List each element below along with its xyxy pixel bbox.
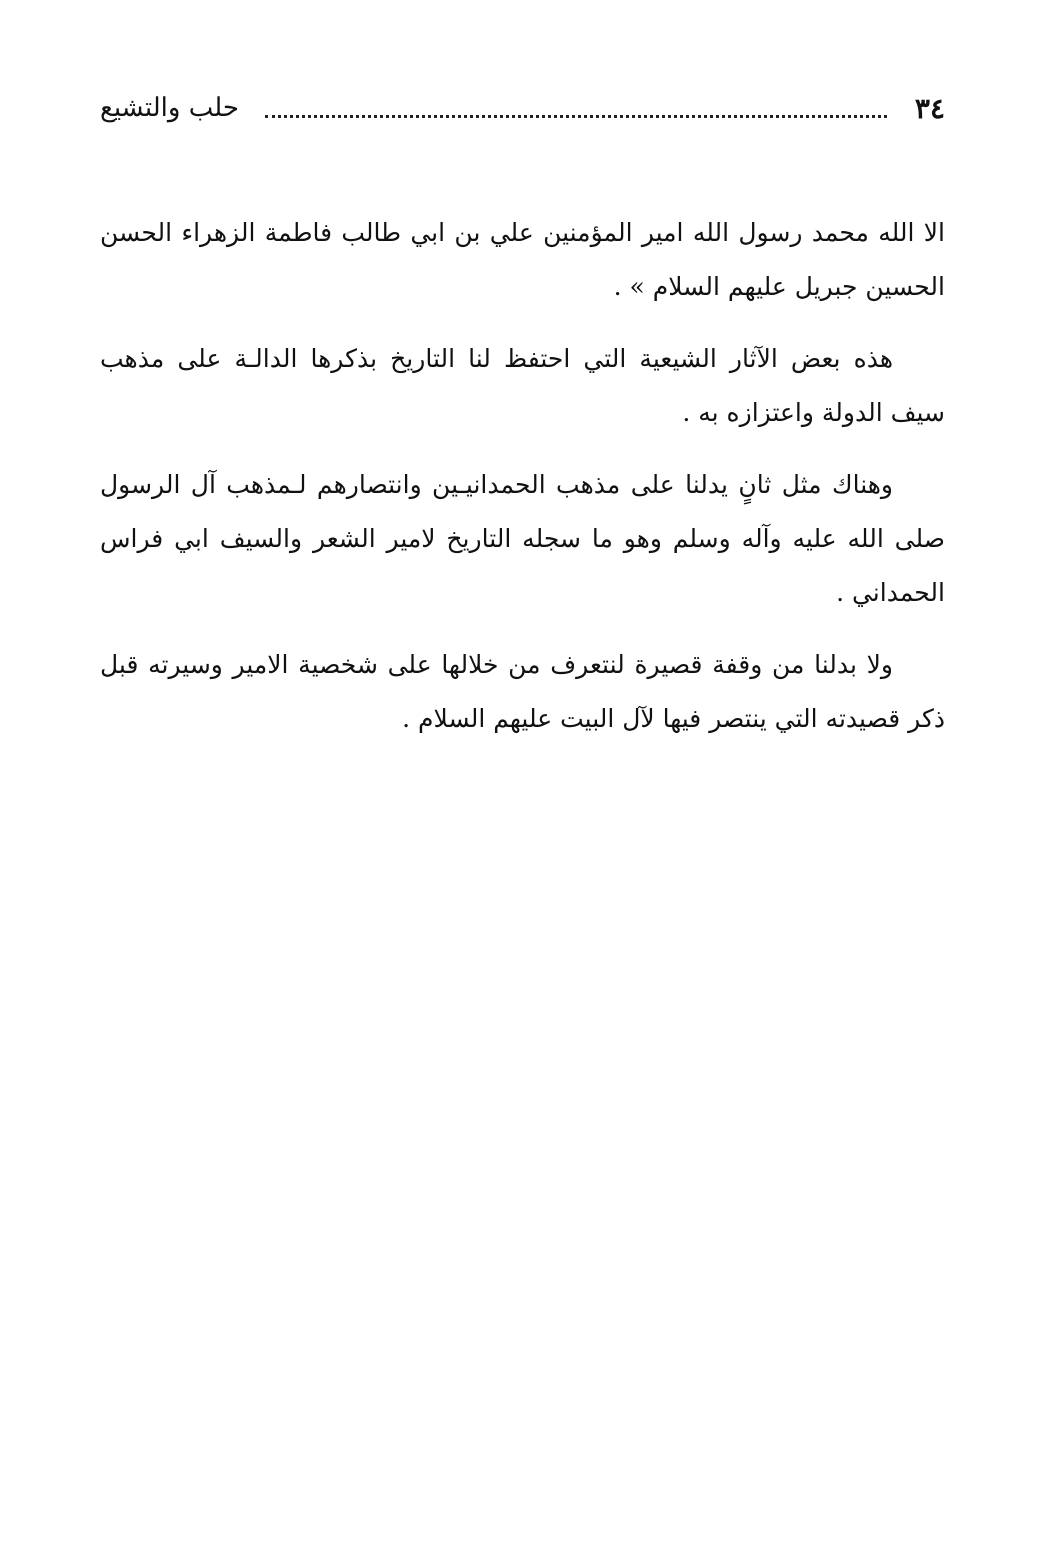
paragraph-continued: الا الله محمد رسول الله امير المؤمنين علي بن ابي طالب فاطمة الزهراء الحسن الحسين جبريل عليهم السلام » .: [100, 218, 945, 301]
page-number: ٣٤: [914, 91, 945, 125]
book-title: حلب والتشيع: [100, 93, 239, 123]
paragraph: ولا بدلنا من وقفة قصيرة لنتعرف من خلالها على شخصية الامير وسيرته قبل ذكر قصيدته التي ينتصر فيها لآل البيت عليهم السلام .: [100, 650, 945, 733]
paragraph: وهناك مثل ثانٍ يدلنا على مذهب الحمدانيـين وانتصارهم لـمذهب آل الرسول صلى الله عليه وآله وسلم وهو ما سجله التاريخ لامير الشعر والسيف ابي فراس الحمداني .: [100, 470, 945, 607]
leader-dots: [265, 95, 887, 118]
paragraph: هذه بعض الآثار الشيعية التي احتفظ لنا التاريخ بذكرها الدالـة على مذهب سيف الدولة واعتزازه به .: [100, 344, 945, 427]
running-header: [100, 86, 945, 130]
body-text: [100, 206, 945, 764]
